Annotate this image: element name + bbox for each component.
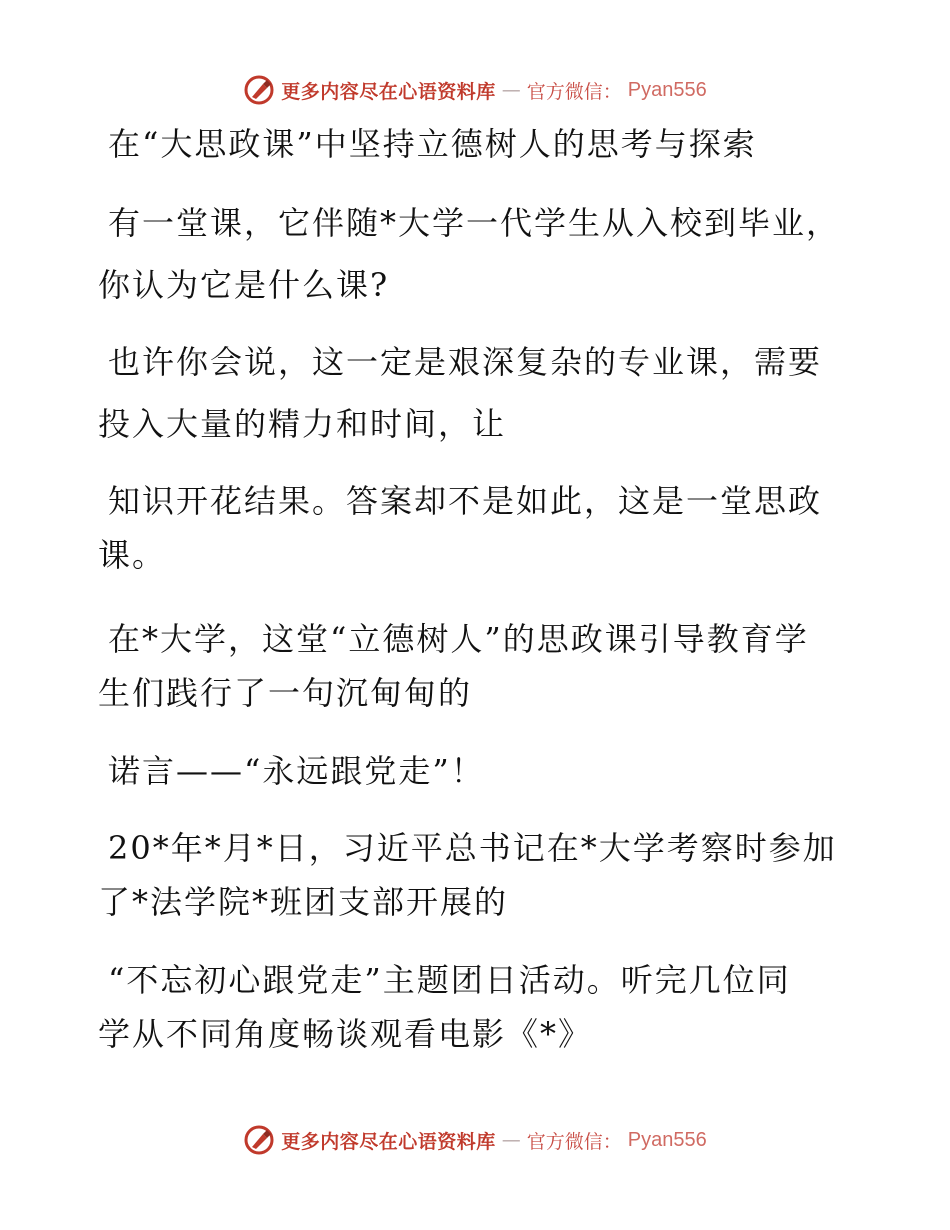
document-body xyxy=(98,120,858,1053)
text-line: 投入大量的精力和时间，让 xyxy=(98,405,507,443)
header-watermark xyxy=(0,70,950,110)
watermark-wechat-id: Pyan556 xyxy=(627,78,707,101)
footer-watermark xyxy=(0,1120,950,1160)
text-line: 在*大学，这堂“立德树人”的思政课引导教育学 xyxy=(108,620,809,658)
text-line: 了*法学院*班团支部开展的 xyxy=(98,883,509,921)
text-line: 也许你会说，这一定是艰深复杂的专业课，需要 xyxy=(108,343,823,381)
text-line: 生们践行了一句沉甸甸的 xyxy=(98,674,473,712)
watermark-text: 更多内容尽在心语资料库 xyxy=(281,80,496,103)
text-line: 20*年*月*日，习近平总书记在*大学考察时参加 xyxy=(108,829,837,867)
text-line: 有一堂课，它伴随*大学一代学生从入校到毕业， xyxy=(108,204,841,242)
watermark-wechat-label: 官方微信： xyxy=(526,80,622,103)
document-title: 在“大思政课”中坚持立德树人的思考与探索 xyxy=(108,125,757,163)
pen-nib-logo-icon xyxy=(243,74,275,106)
text-line: “不忘初心跟党走”主题团日活动。听完几位同 xyxy=(108,961,791,999)
watermark-wechat-label: 官方微信： xyxy=(526,1130,622,1153)
text-line: 诺言——“永远跟党走”！ xyxy=(108,752,485,790)
watermark-wechat-id: Pyan556 xyxy=(627,1128,707,1151)
watermark-separator: — xyxy=(501,79,521,101)
text-line: 你认为它是什么课? xyxy=(98,266,390,304)
pen-nib-logo-icon xyxy=(243,1124,275,1156)
text-line: 知识开花结果。答案却不是如此，这是一堂思政 xyxy=(108,482,823,520)
watermark-separator: — xyxy=(501,1129,521,1151)
watermark-text: 更多内容尽在心语资料库 xyxy=(281,1130,496,1153)
text-line: 课。 xyxy=(98,536,167,574)
text-line: 学从不同角度畅谈观看电影《*》 xyxy=(98,1015,593,1053)
